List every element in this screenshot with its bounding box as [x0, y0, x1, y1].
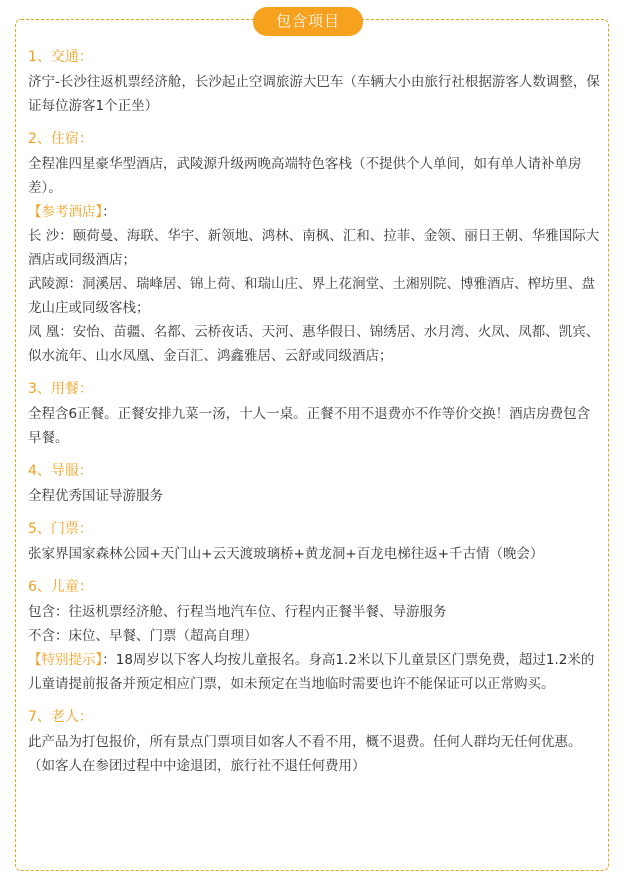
special-tip	[28, 648, 600, 696]
highlight-label: 【参考酒店】	[28, 204, 103, 220]
section-heading: 1、交通：	[28, 49, 93, 65]
paragraph: 张家界国家森林公园+天门山+云天渡玻璃桥+黄龙洞+百龙电梯往返+千古情（晚会）	[28, 546, 544, 562]
section-accommodation	[28, 126, 600, 368]
paragraph: 济宁-长沙往返机票经济舱，长沙起止空调旅游大巴车（车辆大小由旅行社根据游客人数调整，保证每位游客1个正坐）	[28, 74, 600, 114]
section-transport	[28, 44, 600, 118]
section-heading: 3、用餐：	[28, 381, 93, 397]
included-items-content	[28, 44, 600, 786]
section-heading: 5、门票：	[28, 521, 93, 537]
label-colon: ：	[102, 204, 116, 220]
special-tip-text: ：18周岁以下客人均按儿童报名。身高1.2米以下儿童景区门票免费，超过1.2米的儿童请提前报备并预定相应门票，如未预定在当地临时需要也许不能保证可以正常购买。	[28, 652, 595, 692]
paragraph: 此产品为打包报价，所有景点门票项目如客人不看不用，概不退费。任何人群均无任何优惠。（如客人在参团过程中中途退团，旅行社不退任何费用）	[28, 734, 582, 774]
paragraph: 全程优秀国证导游服务	[28, 488, 163, 504]
reference-hotels-label	[28, 200, 600, 224]
section-heading: 4、导服：	[28, 463, 93, 479]
section-children	[28, 574, 600, 696]
section-tickets	[28, 516, 600, 566]
hotel-list-wulingyuan: 武陵源：洞溪居、瑞峰居、锦上荷、和瑞山庄、界上花涧堂、土湘别院、博雅酒店、榨坊里、盘龙山庄或同级客栈；	[28, 276, 595, 316]
section-title-badge: 包含项目	[253, 7, 363, 36]
section-elderly	[28, 704, 600, 778]
paragraph: 全程准四星豪华型酒店，武陵源升级两晚高端特色客栈（不提供个人单间，如有单人请补单房差）。	[28, 156, 582, 196]
paragraph: 全程含6正餐。正餐安排九菜一汤，十人一桌。正餐不用不退费亦不作等价交换！酒店房费包含早餐。	[28, 406, 591, 446]
section-heading: 7、老人：	[28, 709, 93, 725]
section-meals	[28, 376, 600, 450]
highlight-label: 【特别提示】	[28, 652, 103, 668]
hotel-list-changsha: 长 沙：颐荷曼、海联、华宇、新领地、鸿林、南枫、汇和、拉菲、金领、丽日王朝、华雅国际大酒店或同级酒店；	[28, 228, 600, 268]
hotel-list-fenghuang: 凤 凰：安怡、苗疆、名都、云桥夜话、天河、惠华假日、锦绣居、水月湾、火凤、凤都、凯宾、似水流年、山水凤凰、金百汇、鸿鑫雅居、云舒或同级酒店；	[28, 324, 600, 364]
section-guide	[28, 458, 600, 508]
paragraph-excluded: 不含：床位、早餐、门票（超高自理）	[28, 628, 258, 644]
paragraph-included: 包含：往返机票经济舱、行程当地汽车位、行程内正餐半餐、导游服务	[28, 604, 447, 620]
section-heading: 6、儿童：	[28, 579, 93, 595]
section-heading: 2、住宿：	[28, 131, 93, 147]
